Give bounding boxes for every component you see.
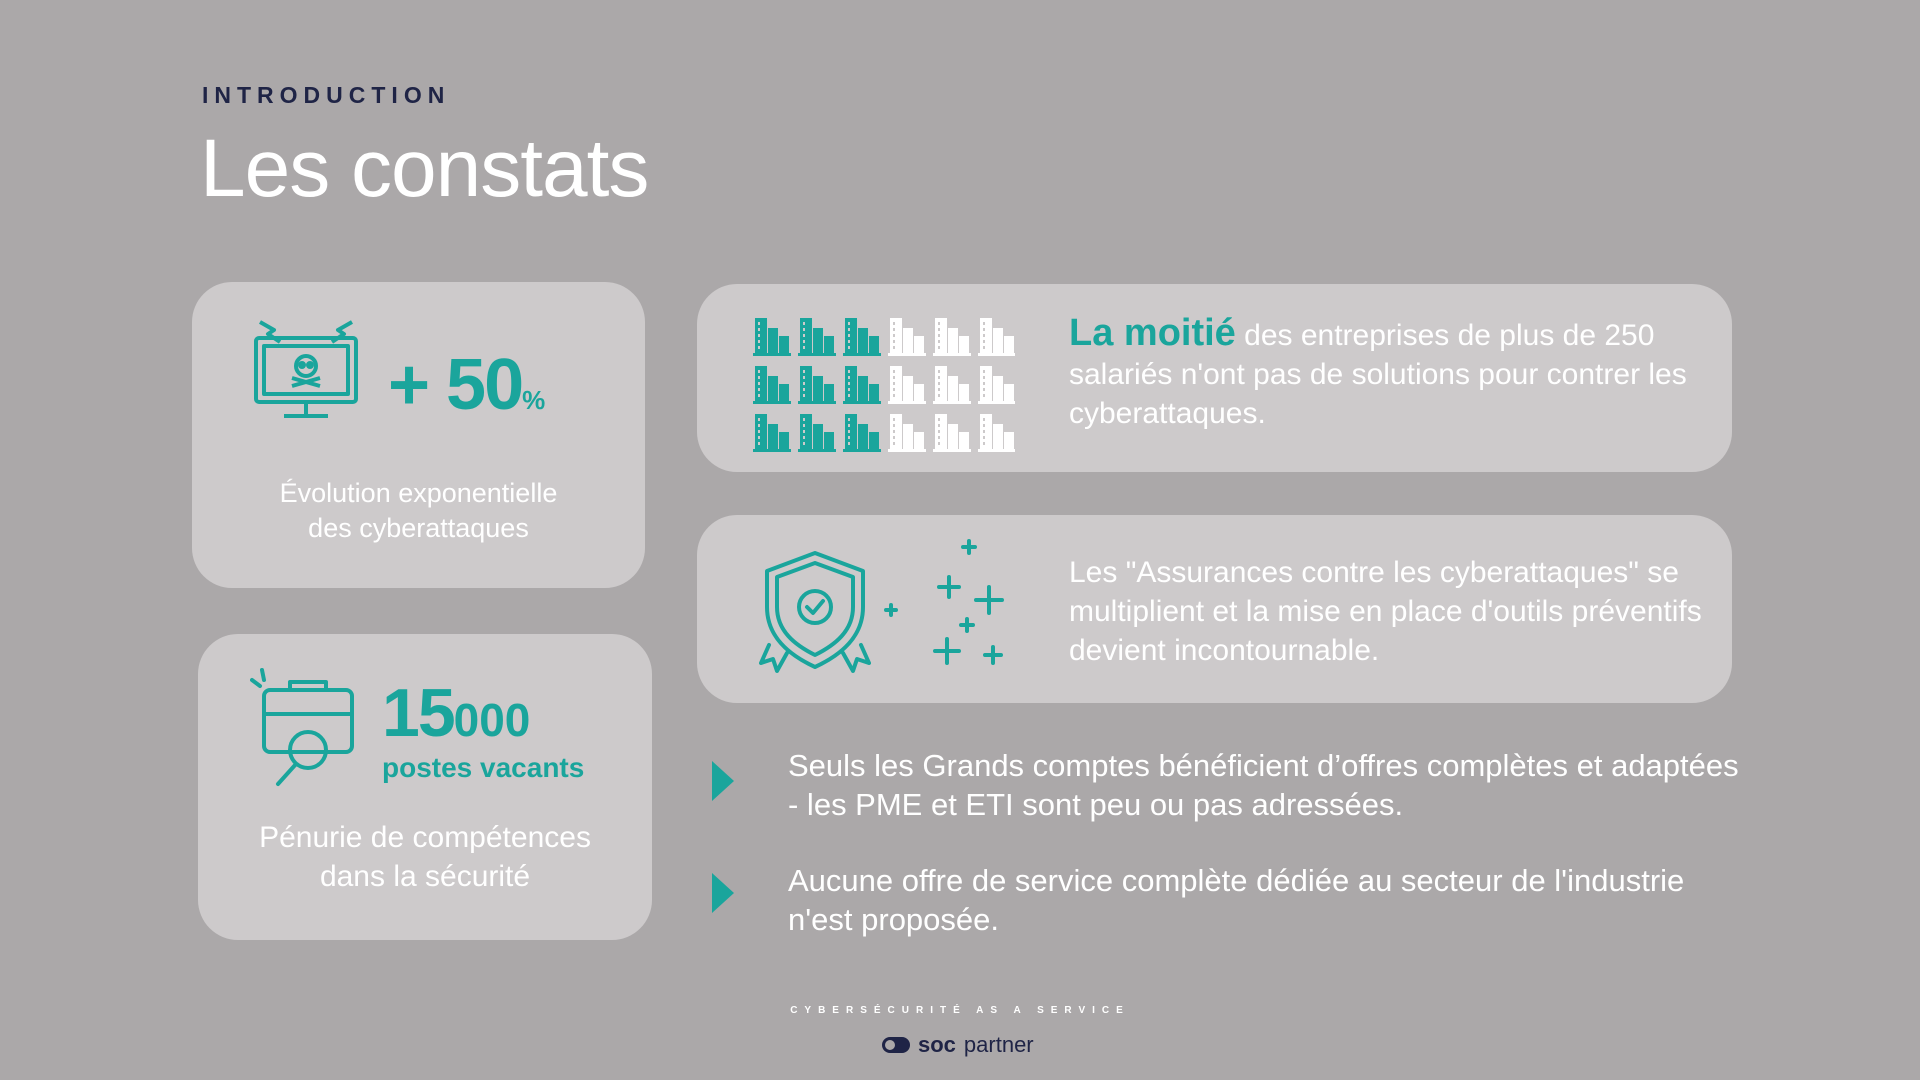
attacks-description-line2: des cyberattaques bbox=[308, 513, 529, 543]
building-icon bbox=[978, 366, 1015, 404]
building-icon bbox=[978, 414, 1015, 452]
building-icon bbox=[843, 414, 881, 452]
logo-toggle-icon bbox=[882, 1037, 910, 1053]
vacancies-number-main: 15 bbox=[382, 675, 454, 751]
building-icon bbox=[798, 366, 836, 404]
bullet-arrow-icon bbox=[712, 761, 734, 801]
attacks-growth-unit: % bbox=[522, 385, 546, 415]
vacancies-label: postes vacants bbox=[382, 752, 585, 783]
building-icon bbox=[753, 414, 791, 452]
jobs-stat-card bbox=[198, 634, 652, 940]
shield-check-icon bbox=[759, 549, 871, 677]
building-icon bbox=[888, 318, 926, 356]
attacks-description-line1: Évolution exponentielle bbox=[279, 478, 558, 508]
building-icon bbox=[978, 318, 1015, 356]
section-eyebrow: INTRODUCTION bbox=[202, 82, 451, 108]
logo-bold-text: soc bbox=[918, 1032, 956, 1057]
attacks-stat-card bbox=[192, 282, 645, 588]
attacks-growth-value: + 50 bbox=[388, 345, 523, 425]
building-icon bbox=[933, 366, 971, 404]
socpartner-logo bbox=[882, 1033, 1034, 1057]
building-icon bbox=[798, 318, 836, 356]
jobs-description-line2: dans la sécurité bbox=[319, 860, 531, 893]
companies-body: des entreprises de plus de 250 salariés n'ont pas de solutions pour contrer les cyberattaques. bbox=[1069, 319, 1687, 430]
building-icon bbox=[753, 318, 791, 356]
jobs-description bbox=[198, 818, 652, 896]
companies-highlight: La moitié bbox=[1069, 312, 1236, 354]
building-icon bbox=[798, 414, 836, 452]
hacked-monitor-icon bbox=[250, 316, 362, 428]
building-icon bbox=[888, 366, 926, 404]
building-icon bbox=[753, 366, 791, 404]
building-icon bbox=[888, 414, 926, 452]
bullet-text-1: Seuls les Grands comptes bénéficient d’offres complètes et adaptées - les PME et ETI sont peu ou pas adressées. bbox=[788, 748, 1739, 822]
bullet-arrow-icon bbox=[712, 873, 734, 913]
attacks-description bbox=[192, 476, 645, 546]
bullet-text-2: Aucune offre de service complète dédiée au secteur de l'industrie n'est proposée. bbox=[788, 863, 1685, 937]
page-title: Les constats bbox=[200, 123, 649, 214]
footer-tagline: CYBERSÉCURITÉ AS A SERVICE bbox=[790, 1005, 1130, 1016]
building-icon bbox=[843, 318, 881, 356]
logo-light-text: partner bbox=[963, 1032, 1034, 1057]
vacancies-number-rest: 000 bbox=[453, 694, 531, 746]
companies-text bbox=[1069, 314, 1709, 433]
sparkle-plus-icon bbox=[873, 535, 1013, 675]
building-icon bbox=[933, 414, 971, 452]
insurance-card bbox=[697, 515, 1732, 703]
briefcase-search-icon bbox=[250, 666, 356, 790]
vacancies-number bbox=[382, 674, 530, 752]
buildings-grid-icon bbox=[753, 310, 1015, 454]
companies-card bbox=[697, 284, 1732, 472]
building-icon bbox=[843, 366, 881, 404]
building-icon bbox=[933, 318, 971, 356]
attacks-growth-stat bbox=[388, 344, 545, 426]
jobs-description-line1: Pénurie de compétences bbox=[259, 821, 591, 854]
insurance-text: Les "Assurances contre les cyberattaques" se multiplient et la mise en place d'outils préventifs devient incontournable. bbox=[1069, 556, 1702, 667]
